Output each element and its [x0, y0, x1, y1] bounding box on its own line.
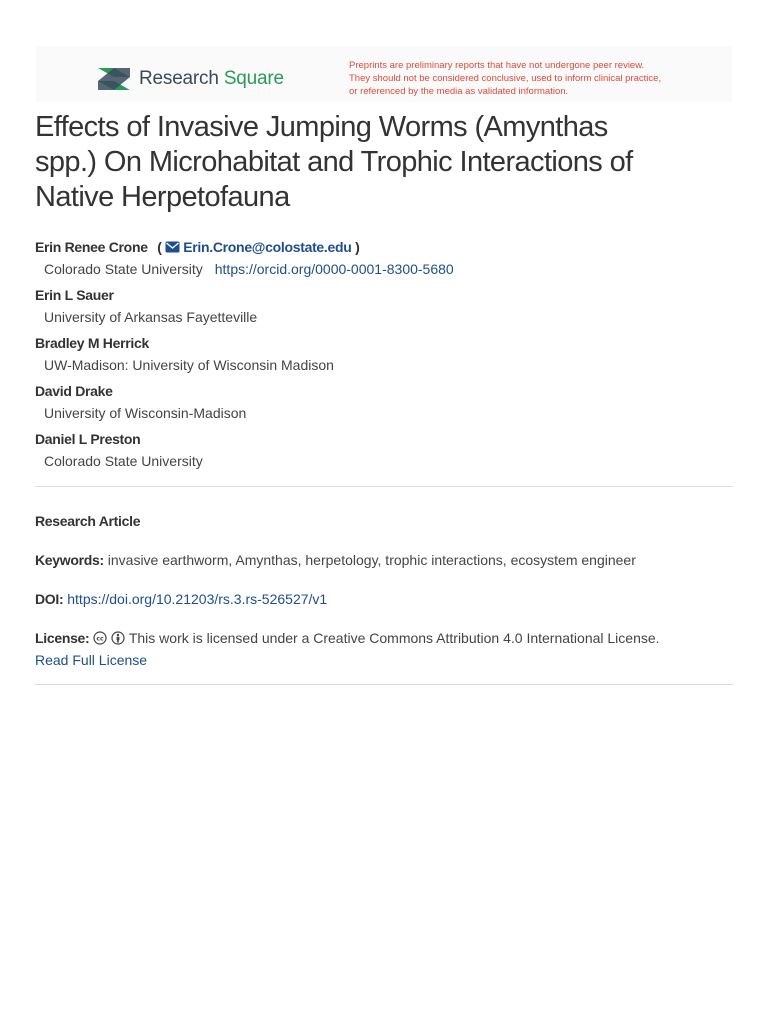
research-square-logo-icon [96, 65, 132, 93]
title-line: spp.) On Microhabitat and Trophic Interactions of [35, 146, 633, 178]
read-full-license-link[interactable]: Read Full License [35, 652, 148, 668]
author-entry [35, 284, 735, 332]
paper-title [35, 110, 735, 215]
author-name: David Drake [35, 383, 113, 399]
divider [35, 486, 733, 487]
author-name-row [35, 236, 735, 258]
svg-text:cc: cc [96, 635, 104, 643]
research-square-logo[interactable] [96, 65, 284, 93]
author-name: Erin Renee Crone [35, 239, 148, 255]
author-name: Erin L Sauer [35, 287, 114, 303]
license-text: This work is licensed under a Creative Commons Attribution 4.0 International License. [128, 630, 660, 646]
keywords-value: invasive earthworm, Amynthas, herpetology, trophic interactions, ecosystem engineer [107, 552, 636, 568]
author-list [35, 236, 735, 476]
disclaimer-line: or referenced by the media as validated information. [349, 86, 569, 97]
license-label: License: [35, 630, 90, 646]
author-entry [35, 332, 735, 380]
divider [35, 684, 733, 685]
author-email-wrap: ( Erin.Crone@colostate.edu ) [157, 239, 360, 255]
author-name: Daniel L Preston [35, 431, 141, 447]
cc-icon [93, 631, 107, 645]
author-entry [35, 428, 735, 476]
author-name: Bradley M Herrick [35, 335, 149, 351]
brand-name [139, 68, 284, 90]
author-affiliation-row [35, 258, 735, 284]
author-email: Erin.Crone@colostate.edu [183, 239, 352, 255]
author-affiliation: Colorado State University [44, 453, 203, 469]
doi-link[interactable]: https://doi.org/10.21203/rs.3.rs-526527/v1 [67, 591, 328, 607]
author-affiliation: University of Wisconsin-Madison [44, 405, 247, 421]
title-line: Native Herpetofauna [35, 181, 290, 213]
doi-row [35, 588, 735, 610]
keywords-label: Keywords: [35, 552, 104, 568]
brand-word-research: Research [139, 68, 219, 89]
author-entry [35, 236, 735, 284]
author-affiliation: UW-Madison: University of Wisconsin Madison [44, 357, 334, 373]
preprint-banner [36, 46, 732, 102]
author-entry [35, 380, 735, 428]
author-affiliation: Colorado State University [44, 261, 203, 277]
orcid-link[interactable]: https://orcid.org/0000-0001-8300-5680 [214, 261, 454, 277]
keywords-row [35, 549, 735, 571]
disclaimer-line: They should not be considered conclusive, used to inform clinical practice, [349, 73, 662, 84]
disclaimer-line: Preprints are preliminary reports that have not undergone peer review. [349, 60, 645, 71]
brand-word-square: Square [223, 68, 284, 89]
envelope-icon [165, 241, 180, 253]
by-icon [111, 631, 125, 645]
article-type: Research Article [35, 513, 141, 529]
doi-label: DOI: [35, 591, 64, 607]
author-affiliation: University of Arkansas Fayetteville [44, 309, 258, 325]
preprint-disclaimer [349, 59, 729, 98]
article-type-row [35, 510, 735, 532]
author-email-link[interactable] [165, 239, 351, 255]
license-row [35, 627, 735, 671]
title-line: Effects of Invasive Jumping Worms (Amynthas [35, 111, 608, 143]
